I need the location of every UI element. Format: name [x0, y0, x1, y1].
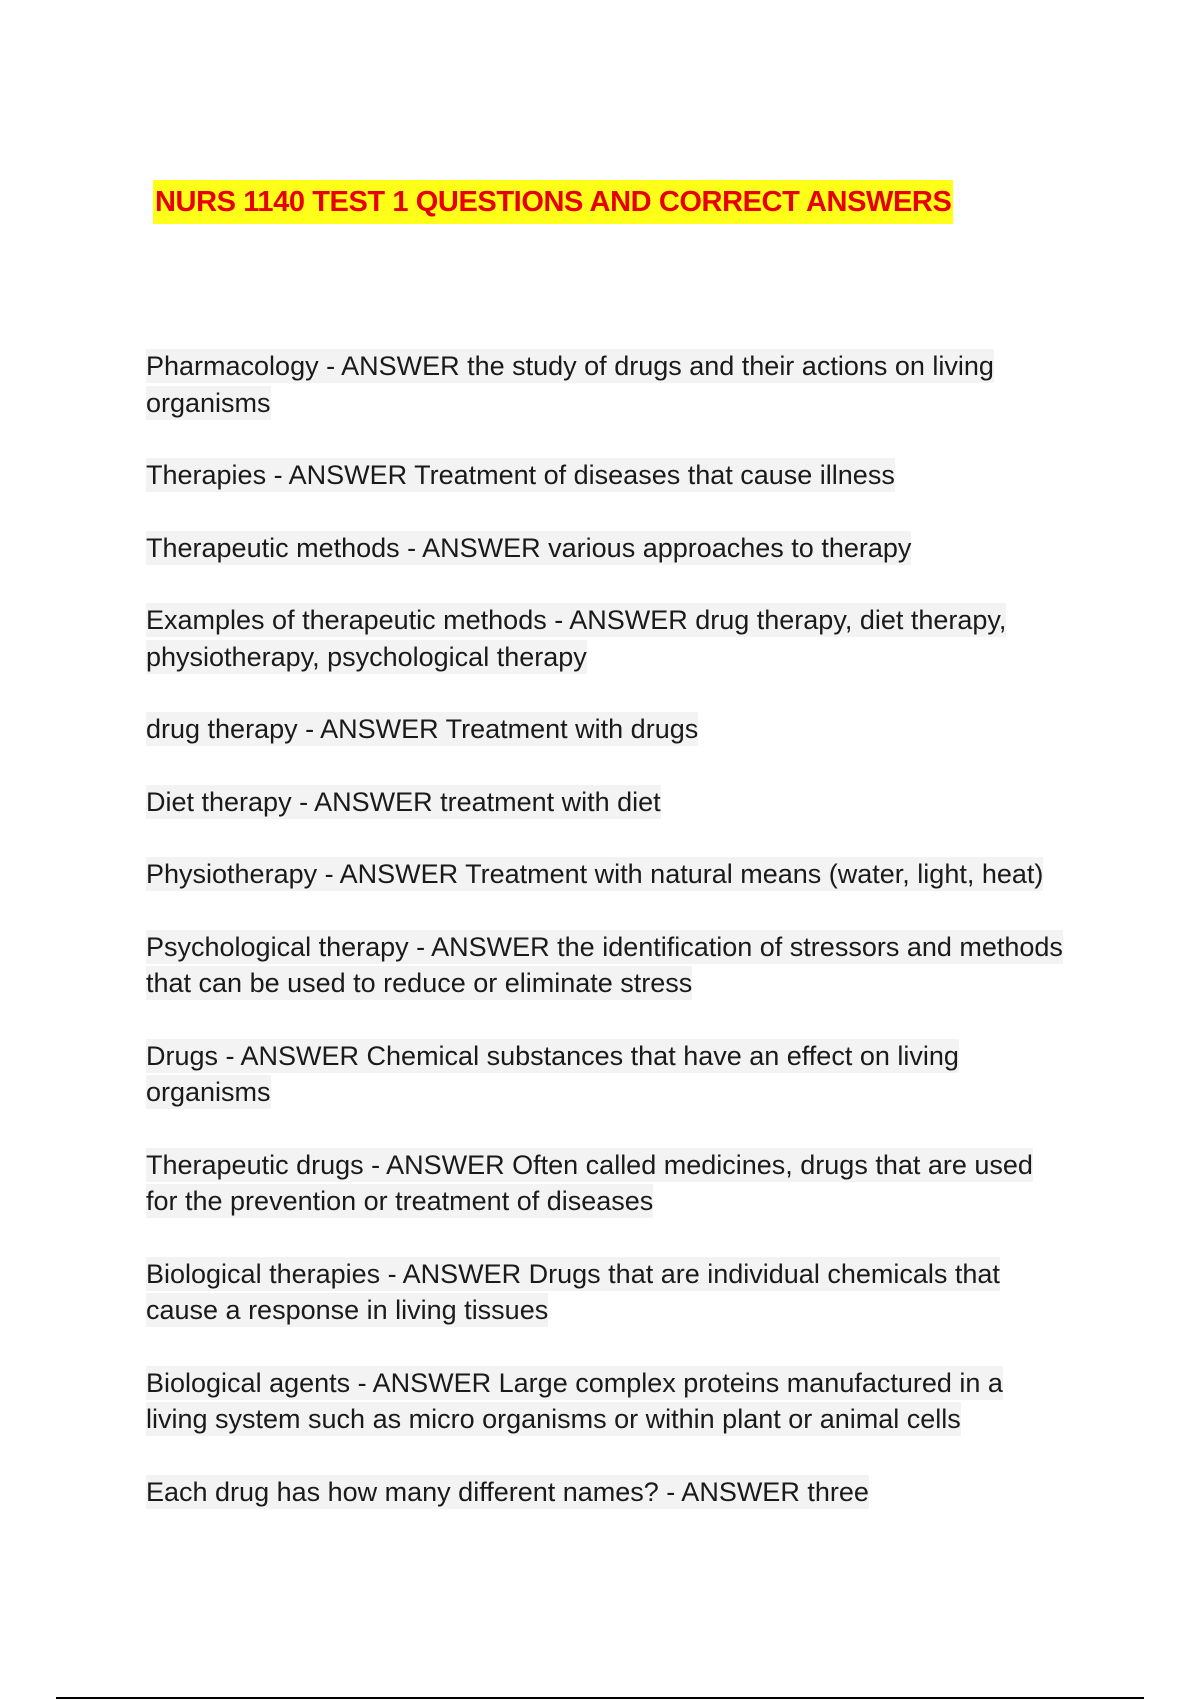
qa-text: Therapeutic methods - ANSWER various approaches to therapy — [146, 532, 912, 563]
qa-item — [146, 711, 1066, 748]
qa-item — [146, 929, 1066, 1002]
qa-list — [146, 348, 1066, 1546]
document-title: NURS 1140 TEST 1 QUESTIONS AND CORRECT ANSWERS — [153, 180, 953, 224]
qa-item — [146, 1038, 1066, 1111]
qa-text: Each drug has how many different names? - ANSWER three — [146, 1476, 869, 1507]
title-block — [153, 180, 1053, 224]
qa-text: Pharmacology - ANSWER the study of drugs and their actions on living organisms — [146, 351, 994, 418]
qa-item — [146, 1365, 1066, 1438]
qa-text: Examples of therapeutic methods - ANSWER drug therapy, diet therapy, physiotherapy, psychological therapy — [146, 605, 1007, 672]
qa-item — [146, 348, 1066, 421]
qa-text: drug therapy - ANSWER Treatment with drugs — [146, 714, 699, 744]
qa-text: Biological agents - ANSWER Large complex proteins manufactured in a living system such as micro organisms or within plant or animal cells — [146, 1367, 1003, 1434]
footer-divider — [56, 1697, 1144, 1699]
qa-item — [146, 1256, 1066, 1329]
qa-text: Therapies - ANSWER Treatment of diseases that cause illness — [146, 460, 895, 490]
qa-text: Drugs - ANSWER Chemical substances that have an effect on living organisms — [146, 1040, 959, 1107]
qa-item — [146, 602, 1066, 675]
qa-item — [146, 457, 1066, 494]
qa-item — [146, 856, 1066, 893]
qa-item — [146, 1474, 1066, 1511]
qa-text: Therapeutic drugs - ANSWER Often called medicines, drugs that are used for the prevention or treatment of diseases — [146, 1149, 1033, 1216]
qa-text: Biological therapies - ANSWER Drugs that are individual chemicals that cause a response in living tissues — [146, 1258, 1000, 1325]
qa-item — [146, 1147, 1066, 1220]
qa-text: Physiotherapy - ANSWER Treatment with natural means (water, light, heat) — [146, 859, 1044, 889]
qa-text: Psychological therapy - ANSWER the identification of stressors and methods that can be used to reduce or eliminate stress — [146, 931, 1063, 998]
qa-text: Diet therapy - ANSWER treatment with diet — [146, 786, 661, 817]
qa-item — [146, 784, 1066, 821]
qa-item — [146, 530, 1066, 567]
